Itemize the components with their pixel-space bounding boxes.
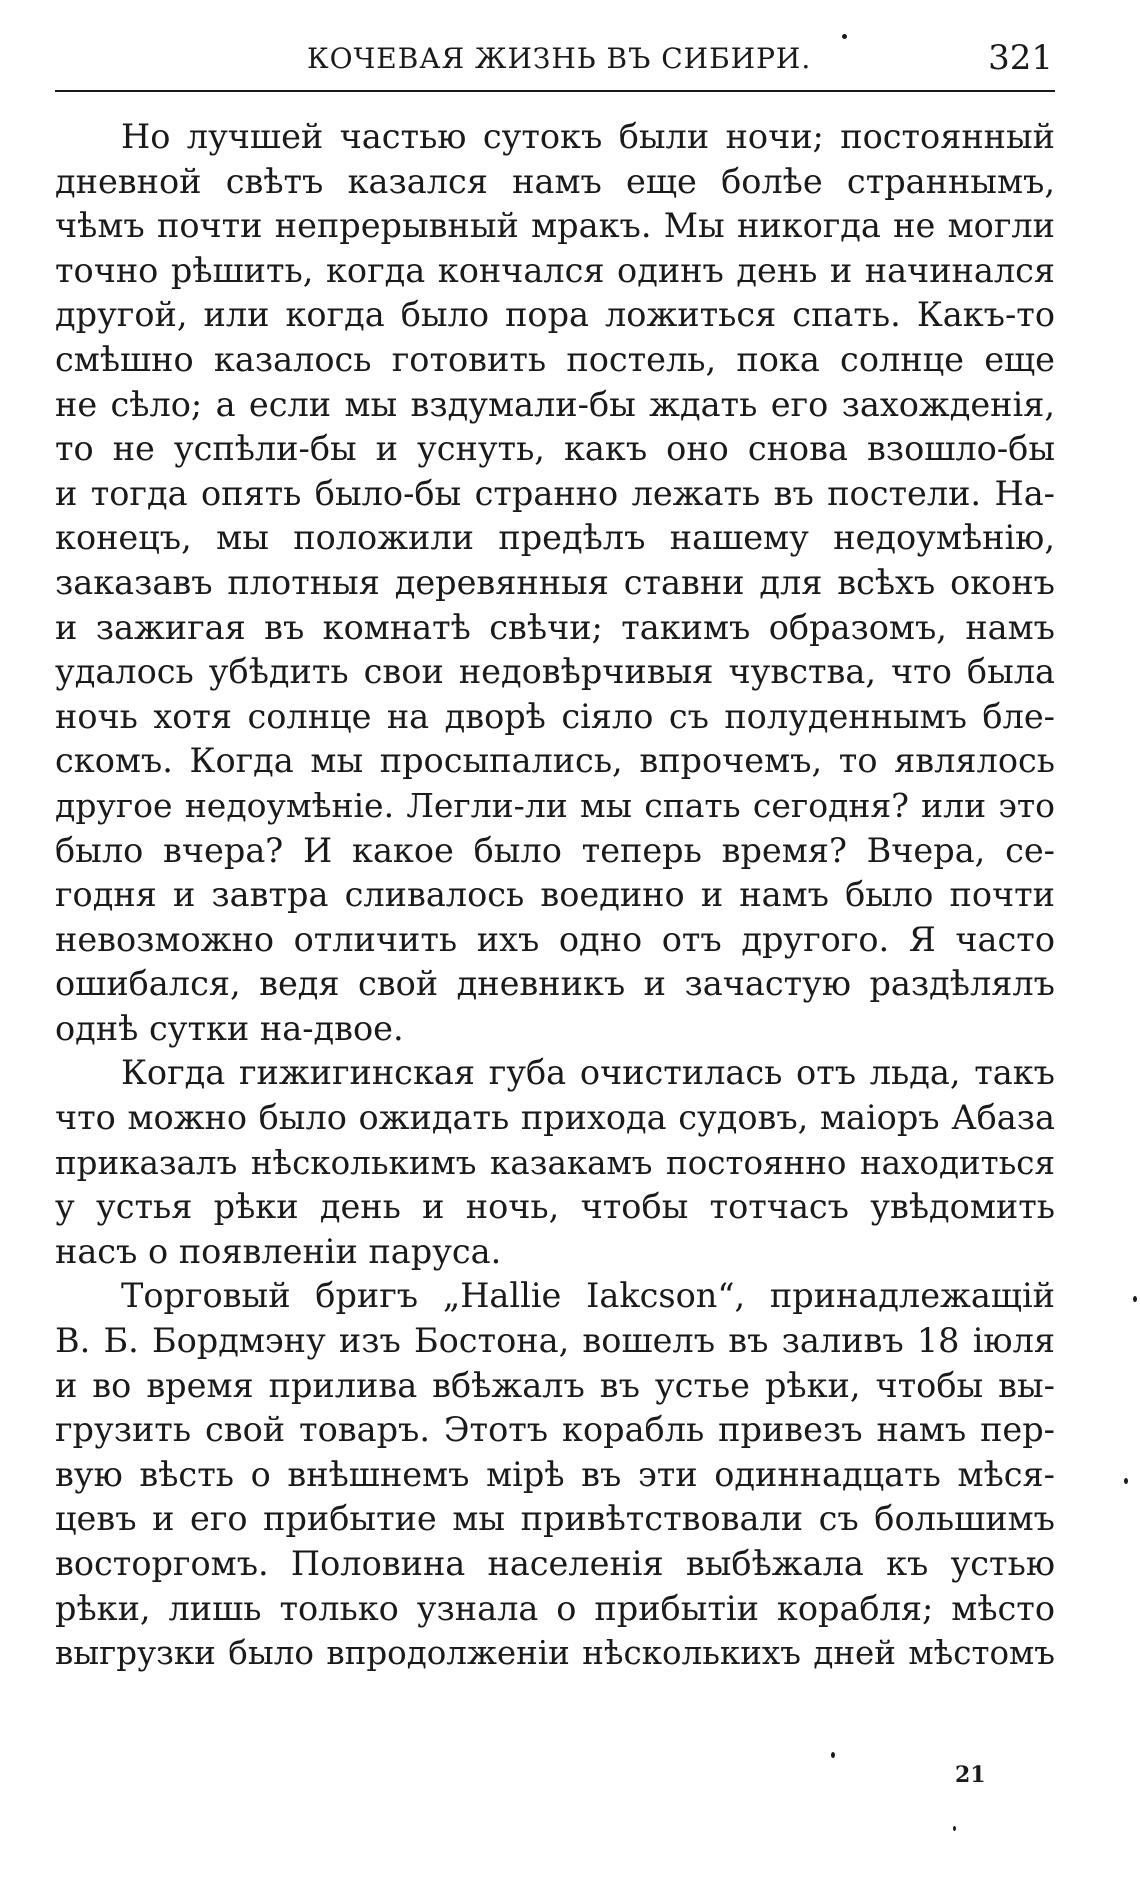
text-line: смѣшно казалось готовить постель, пока солнце еще [55, 339, 1055, 379]
text-line: чѣмъ почти непрерывный мракъ. Мы никогда не могли [55, 206, 1055, 246]
paragraph [55, 1051, 1055, 1274]
text-line: дневной свѣтъ казался намъ еще болѣе страннымъ, [55, 161, 1055, 201]
text-line: не сѣло; а если мы вздумали-бы ждать его захожденія, [55, 384, 1055, 424]
text-line: насъ о появленіи паруса. [55, 1231, 502, 1271]
text-line: грузить свой товаръ. Этотъ корабль привезъ намъ пер- [55, 1410, 1055, 1450]
text-line: В. Б. Бордмэну изъ Бостона, вошелъ въ заливъ 18 іюля [55, 1321, 1055, 1361]
running-title: КОЧЕВАЯ ЖИЗНЬ ВЪ СИБИРИ. [307, 42, 812, 75]
text-line: вую вѣсть о внѣшнемъ мірѣ въ эти одиннадцать мѣся- [55, 1454, 1055, 1494]
text-line: Но лучшей частью сутокъ были ночи; постоянный [121, 117, 1055, 156]
text-line: удалось убѣдить свои недовѣрчивыя чувства, что была [55, 652, 1055, 692]
text-line: Когда гижигинская губа очистилась отъ льда, такъ [121, 1053, 1055, 1093]
text-line: другое недоумѣніе. Легли-ли мы спать сегодня? или это [55, 785, 1055, 825]
running-head [55, 38, 1055, 92]
text-line: и зажигая въ комнатѣ свѣчи; такимъ образомъ, намъ [55, 607, 1055, 647]
scan-speck [831, 1752, 835, 1758]
text-line: и во время прилива вбѣжалъ въ устье рѣки, чтобы вы- [55, 1365, 1055, 1405]
text-line: Торговый бригъ „Hallie Iakcson“, принадлежащій [121, 1276, 1055, 1316]
text-line: цевъ и его прибытие мы привѣтствовали съ большимъ [55, 1499, 1055, 1539]
signature-mark: 21 [955, 1762, 986, 1788]
text-line: что можно было ожидать прихода судовъ, маіоръ Абаза [55, 1098, 1055, 1138]
text-line: выгрузки было впродолженіи нѣсколькихъ дней мѣстомъ [55, 1634, 1055, 1673]
scan-speck [1133, 1296, 1137, 1302]
text-line: скомъ. Когда мы просыпались, впрочемъ, то являлось [55, 741, 1055, 781]
text-line: заказавъ плотныя деревянныя ставни для всѣхъ оконъ [55, 562, 1055, 602]
text-line: годня и завтра сливалось воедино и намъ было почти [55, 875, 1055, 915]
paragraph [55, 115, 1055, 1051]
text-line: у устья рѣки день и ночь, чтобы тотчасъ увѣдомить [55, 1187, 1055, 1227]
body-text [55, 115, 1055, 1676]
text-line: невозможно отличить ихъ одно отъ другого. Я часто [55, 919, 1055, 959]
text-line: рѣки, лишь только узнала о прибытіи корабля; мѣсто [55, 1588, 1055, 1628]
paragraph [55, 1274, 1055, 1675]
text-line: то не успѣли-бы и уснуть, какъ оно снова взошло-бы [55, 429, 1055, 469]
scan-speck [1124, 1478, 1128, 1484]
text-line: и тогда опять было-бы странно лежать въ постели. На- [55, 473, 1055, 513]
scan-speck [953, 1826, 956, 1831]
text-line: точно рѣшить, когда кончался одинъ день и начинался [55, 250, 1055, 290]
text-line: восторгомъ. Половина населенія выбѣжала къ устью [55, 1544, 1055, 1583]
scan-speck [842, 34, 847, 39]
text-line: ночь хотя солнце на дворѣ сіяло съ полуденнымъ бле- [55, 696, 1055, 736]
text-line: однѣ сутки на-двое. [55, 1008, 404, 1048]
book-page [55, 0, 1055, 1880]
text-line: было вчера? И какое было теперь время? Вчера, се- [55, 830, 1055, 870]
text-line: другой, или когда было пора ложиться спать. Какъ-то [55, 295, 1055, 335]
page-number: 321 [988, 38, 1053, 78]
text-line: ошибался, ведя свой дневникъ и зачастую раздѣлялъ [55, 964, 1055, 1004]
text-line: конецъ, мы положили предѣлъ нашему недоумѣнію, [55, 518, 1055, 558]
text-line: приказалъ нѣсколькимъ казакамъ постоянно находиться [55, 1143, 1055, 1182]
